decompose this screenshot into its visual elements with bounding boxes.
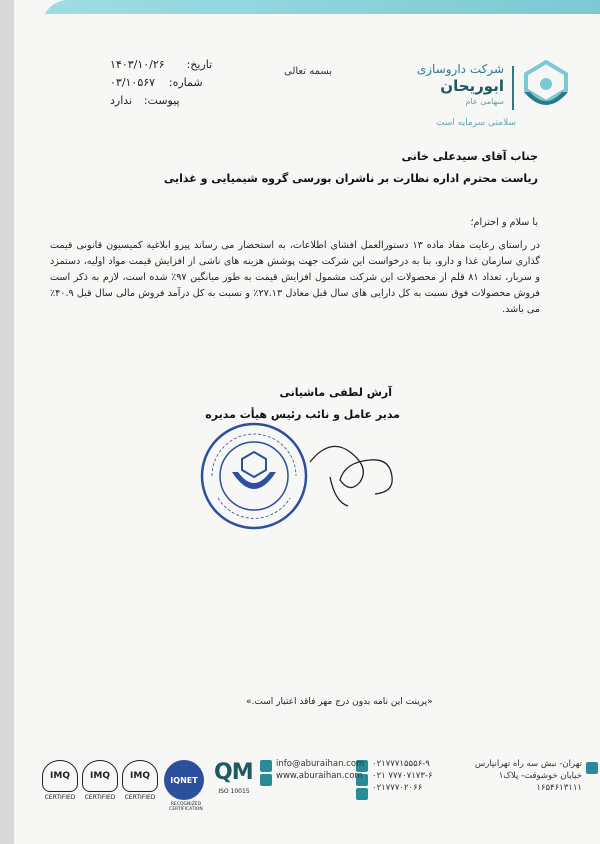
phone-2: ۰۲۱ ۷۷۷۰۷۱۷۳-۶ [372,771,433,781]
web-icon [260,774,272,786]
date-label: تاریخ: [186,58,213,71]
date-value: ۱۴۰۳/۱۰/۲۶ [110,58,165,71]
attachment-row [110,94,180,107]
handwritten-signature [300,432,400,512]
company-slogan: سلامتی سرمایه است [436,118,516,128]
iqnet-cert-logo: IQNET RECOGNIZED CERTIFICATION [164,760,208,808]
phone-block [372,758,433,794]
qm-cert-logo: QM ISO 10015 [214,760,253,795]
company-stamp [198,420,310,532]
postal-code: ۱۶۵۴۶۱۳۱۱۱ [536,783,582,793]
company-name-line2: ابوریحان [440,77,504,95]
email-icon [260,760,272,772]
email-address[interactable]: info@aburaihan.com [276,759,365,769]
number-value: ۰۳/۱۰۵۶۷ [110,76,156,89]
company-emblem-icon [520,60,572,120]
letter-page [14,0,600,844]
fax-number: ۰۲۱۷۷۷۰۲۰۶۶ [372,783,423,793]
imq-cert-logo-2: IMQ CERTIFIED [82,760,118,808]
body-paragraph: در راستای رعایت مفاد ماده ۱۳ دستورالعمل افشای اطلاعات، به استحضار می رساند پیرو ابلاغیه کمیسیون قانونی قیمت گذاری سازمان غذا و دارو، بنا به درخواست این شرکت جهت پوشش هزینه های ناشی از افزایش قیمت مواد اولیه، دستمزد و سربار، تعداد ۸۱ قلم از محصولات این شرکت مشمول افزایش قیمت به طور میانگین ۹۷٪ شده است، لازم به ذکر است فروش محصولات فوق نسبت به کل دارایی های سال قبل معادل ۲۷.۱۳٪ و نسبت به کل درآمد فروش مالی سال قبل ۴۰.۹٪ می باشد. [50,240,540,315]
greeting: با سلام و احترام؛ [470,217,538,228]
imq-cert-logo-1: IMQ CERTIFIED [42,760,78,808]
date-row [110,58,212,71]
signer-title: مدیر عامل و نائب رئیس هیأت مدیره [205,408,400,421]
web-block [276,758,364,782]
number-label: شماره: [168,76,203,89]
address-line1: تهران- نبش سه راه تهرانپارس [474,759,582,769]
attachment-value: ندارد [110,94,133,107]
footnote: «پرینت این نامه بدون درج مهر فاقد اعتبار است.» [246,697,433,707]
company-name-line1: شرکت داروسازی [416,62,504,76]
number-row [110,76,203,89]
phone-1: ۰۲۱۷۷۷۱۵۵۵۶-۹ [372,759,430,769]
letter-footer [36,748,600,844]
imq-cert-logo-3: IMQ CERTIFIED [122,760,158,808]
addressee-title: ریاست محترم اداره نظارت بر ناشران بورسی گروه شیمیایی و غذایی [163,172,538,185]
company-type: سهامی عام [465,97,504,106]
address-block [475,758,582,794]
besmellah: بسمه تعالی [284,66,333,77]
fax-icon [356,788,368,800]
signer-name: آرش لطفی ماشیانی [279,386,392,399]
attachment-label: پیوست: [143,94,180,107]
website-url[interactable]: www.aburaihan.com [276,771,363,781]
addressee-name: جناب آقای سیدعلی خانی [401,150,538,163]
location-icon [586,762,598,774]
address-line2: خیابان خوشوقت- پلاک۱ [498,771,582,781]
